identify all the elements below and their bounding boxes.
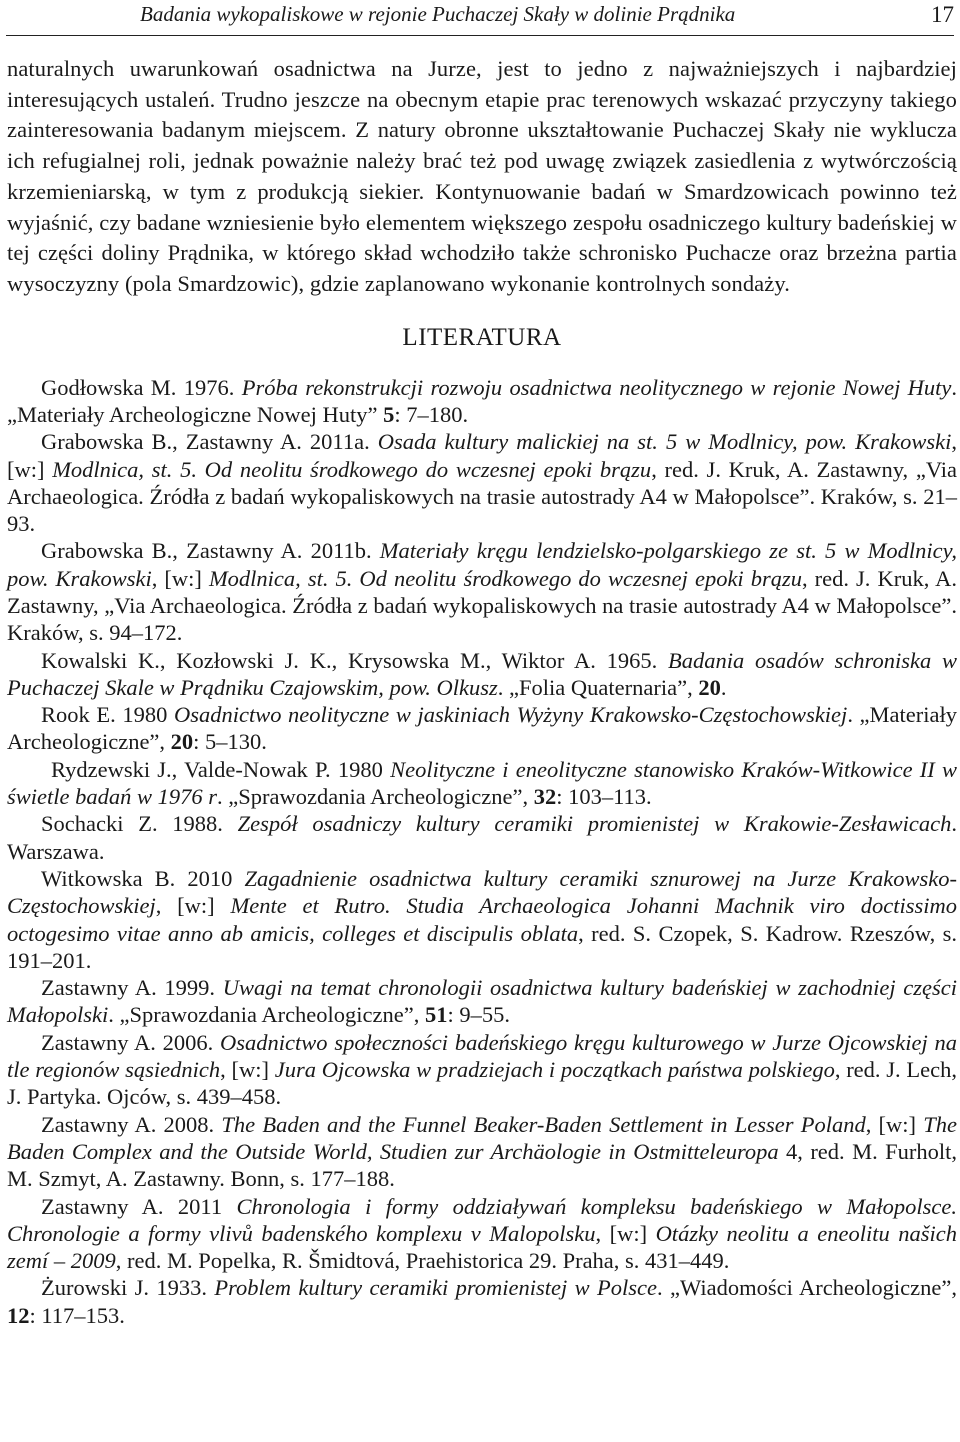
reference-text: , [w:] [865, 1111, 924, 1137]
reference-text: , red. S. Czopek, S. Kadrow. Rzeszów, s. 191–201. [7, 920, 957, 973]
body-paragraph: naturalnych uwarunkowań osadnictwa na Jurze, jest to jedno z najważniejszych i najbardziej interesujących ustaleń. Trudno jeszcze na obecnym etapie prac terenowych wskazać przyczyny takiego zainteresowania badanym miejscem. Z natury obronne ukształtowanie Puchaczej Skały nie wyklucza ich refugialnej roli, jednak poważnie należy brać też pod uwagę związek zasiedlenia z wytwórczością krzemieniarską, w tym z produkcją siekier. Kontynuowanie badań w Smardzowicach powinno też wyjaśnić, czy badane wzniesienie było elementem większego zespołu osadniczego kultury badeńskiej w tej części doliny Prądnika, w którego skład wchodziło także schronisko Puchacze oraz brzeżna partia wysoczyzny (pola Smardzowic), gdzie zaplanowano wykonanie kontrolnych sondaży. [7, 56, 957, 296]
reference-text: : 7–180. [394, 401, 469, 427]
reference-text: Grabowska B., Zastawny A. 2011a. [41, 429, 378, 455]
reference-volume: 20 [698, 674, 721, 700]
reference-text: Witkowska B. 2010 [41, 865, 245, 891]
reference-entry [7, 974, 957, 1029]
running-header [0, 0, 960, 36]
reference-title: Zagadnienie osadnictwa kultury ceramiki sznurowej na Jurze Krakowsko-Częstochowskiej [7, 865, 957, 919]
page-content [7, 54, 957, 1329]
reference-title: Próba rekonstrukcji rozwoju osadnictwa neolitycznego w rejonie Nowej Huty [241, 374, 952, 400]
reference-text: , red. J. Kruk, A. Zastawny, „Via Archaeologica. Źródła z badań wykopaliskowych na trasie autostrady A4 w Małopolsce”. Kraków, s. 94–172. [7, 565, 958, 646]
reference-text: , [w:] [595, 1220, 656, 1246]
reference-entry [7, 428, 957, 537]
reference-text: 4, red. M. Furholt, M. Szmyt, A. Zastawny. Bonn, s. 177–188. [7, 1138, 957, 1192]
running-title: Badania wykopaliskowe w rejonie Puchaczej Skały w dolinie Prądnika [140, 2, 736, 26]
reference-entry [7, 537, 957, 646]
reference-entry [7, 701, 957, 756]
reference-list [7, 374, 957, 1329]
reference-entry [7, 865, 957, 974]
reference-text: , red. M. Popelka, R. Šmidtová, Praehistorica 29. Praha, s. 431–449. [115, 1248, 730, 1274]
reference-text: Rook E. 1980 [41, 702, 174, 728]
reference-text: , [w:] [7, 429, 958, 482]
reference-title: The Baden and the Funnel Beaker-Baden Settlement in Lesser Poland [221, 1111, 866, 1137]
reference-text: Zastawny A. 1999. [41, 975, 223, 1001]
reference-title: Modlnica, st. 5. Od neolitu środkowego do wczesnej epoki brązu [52, 456, 652, 482]
reference-text: : 5–130. [193, 729, 267, 755]
reference-text: Zastawny A. 2006. [41, 1029, 221, 1055]
reference-text: : 9–55. [447, 1002, 511, 1028]
reference-text: . „Sprawozdania Archeologiczne”, [217, 784, 534, 810]
reference-title: Osadnictwo neolityczne w jaskiniach Wyżyny Krakowsko-Częstochowskiej [173, 702, 848, 728]
header-rule [6, 35, 954, 36]
reference-text: Żurowski J. 1933. [41, 1275, 215, 1301]
reference-entry [7, 1274, 957, 1329]
reference-title: Osada kultury malickiej na st. 5 w Modlnicy, pow. Krakowski [377, 429, 952, 455]
reference-text: . [720, 674, 727, 700]
reference-title: Modlnica, st. 5. Od neolitu środkowego do wczesnej epoki brązu [208, 565, 802, 591]
reference-title: Uwagi na temat chronologii osadnictwa kultury badeńskiej w zachodniej części Małopolski [7, 975, 957, 1028]
reference-entry [7, 1111, 957, 1193]
reference-text: , [w:] [151, 565, 209, 591]
reference-volume: 32 [533, 784, 557, 810]
reference-title: The Baden Complex and the Outside World, Studien zur Archäologie in Ostmitteleuropa [7, 1111, 957, 1164]
reference-text: Kowalski K., Kozłowski J. K., Krysowska M., Wiktor A. 1965. [41, 647, 668, 673]
reference-title: Otázky neolitu a eneolitu našich zemí – 2009 [7, 1220, 957, 1274]
reference-entry [7, 756, 957, 811]
reference-volume: 51 [425, 1002, 448, 1028]
reference-title: Zespół osadniczy kultury ceramiki promienistej w Krakowie-Zesławicach [237, 811, 952, 837]
reference-title: Jura Ojcowska w pradziejach i początkach państwa polskiego [274, 1057, 835, 1083]
reference-text: . „Materiały Archeologiczne Nowej Huty” [7, 374, 958, 427]
reference-text: : 103–113. [556, 784, 652, 810]
reference-entry [7, 374, 957, 429]
reference-volume: 12 [7, 1302, 30, 1328]
reference-text: , red. J. Lech, J. Partyka. Ojców, s. 439–458. [7, 1057, 957, 1110]
reference-title: Badania osadów schroniska w Puchaczej Skale w Prądniku Czajowskim, pow. Olkusz [7, 647, 957, 700]
reference-text: Godłowska M. 1976. [41, 374, 242, 400]
reference-entry [7, 647, 957, 702]
reference-title: Mente et Rutro. Studia Archaeologica Johanni Machnik viro doctissimo octogesimo vitae anno ab amicis, colleges et discipulis oblata [7, 893, 957, 946]
reference-title: Chronologia i formy oddziaływań kompleksu badeńskiego w Małopolsce. Chronologie a formy vlivů badenského komplexu v Malopolsku [7, 1193, 958, 1246]
reference-text: . „Materiały Archeologiczne”, [7, 702, 957, 755]
reference-text: . „Sprawozdania Archeologiczne”, [108, 1002, 425, 1028]
reference-title: Neolityczne i eneolityczne stanowisko Kraków-Witkowice II w świetle badań w 1976 r [7, 756, 957, 810]
reference-volume: 20 [170, 729, 194, 755]
reference-text: , red. J. Kruk, A. Zastawny, „Via Archaeologica. Źródła z badań wykopaliskowych na trasie autostrady A4 w Małopolsce”. Kraków, s. 21–93. [7, 456, 957, 537]
reference-entry [7, 1193, 957, 1275]
reference-title: Osadnictwo społeczności badeńskiego kręgu kulturowego w Jurze Ojcowskiej na tle regionów sąsiednich [7, 1029, 957, 1083]
reference-text: , [w:] [220, 1057, 275, 1083]
reference-text: , [w:] [155, 893, 231, 919]
section-heading: LITERATURA [402, 323, 562, 351]
reference-text: . Warszawa. [7, 811, 957, 864]
page-number: 17 [931, 2, 954, 27]
reference-text: Zastawny A. 2011 [41, 1193, 237, 1219]
reference-text: Rydzewski J., Valde-Nowak P. 1980 [51, 756, 391, 782]
reference-text: . „Wiadomości Archeologiczne”, [657, 1275, 957, 1301]
reference-text: : 117–153. [29, 1302, 125, 1328]
reference-title: Problem kultury ceramiki promienistej w Polsce [214, 1275, 658, 1301]
reference-volume: 5 [383, 401, 395, 427]
reference-entry [7, 1029, 957, 1111]
reference-text: Zastawny A. 2008. [41, 1111, 222, 1137]
reference-text: Sochacki Z. 1988. [41, 811, 238, 837]
reference-title: Materiały kręgu lendzielsko-polgarskiego ze st. 5 w Modlnicy, pow. Krakowski [7, 538, 957, 591]
reference-text: Grabowska B., Zastawny A. 2011b. [41, 538, 380, 564]
reference-text: . „Folia Quaternaria”, [497, 674, 699, 700]
reference-entry [7, 810, 957, 865]
